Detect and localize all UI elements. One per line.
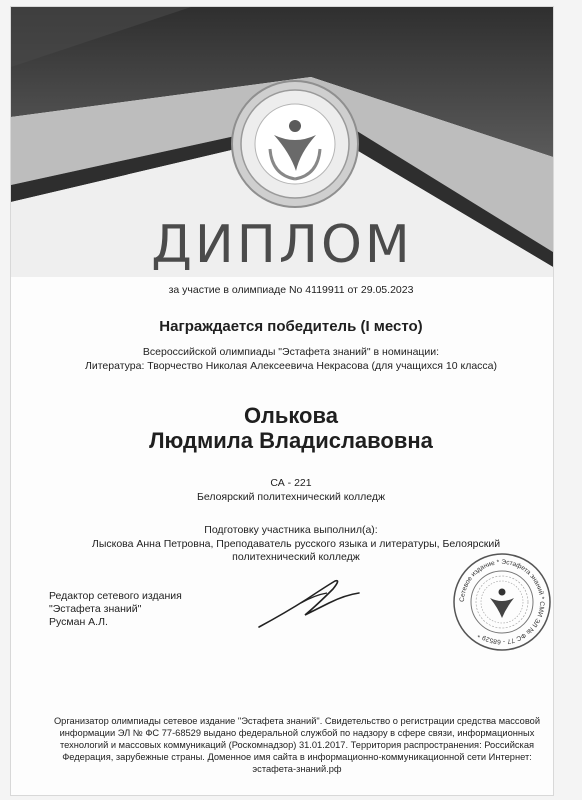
round-stamp-icon bbox=[452, 552, 552, 652]
participation-line: за участие в олимпиаде No 4119911 от 29.05.2023 bbox=[168, 284, 414, 296]
winner-given-names: Людмила Владиславовна bbox=[149, 428, 433, 453]
award-heading: Награждается победитель (I место) bbox=[159, 318, 423, 335]
winner-surname: Олькова bbox=[244, 403, 338, 428]
college-name: Белоярский политехнический колледж bbox=[196, 491, 386, 503]
group-code: СА - 221 bbox=[270, 477, 312, 489]
diploma-title: ДИПЛОМ bbox=[151, 215, 413, 275]
olympiad-line: Всероссийской олимпиады "Эстафета знаний" в номинации: bbox=[142, 346, 440, 358]
editor-line: Редактор сетевого издания bbox=[49, 590, 182, 602]
editor-publication: "Эстафета знаний" bbox=[49, 603, 142, 615]
editor-block bbox=[49, 590, 182, 629]
stamp-ring-text: Сетевое издание * Эстафета знаний * СМИ ЭЛ № ФС 77 - 68529 * bbox=[458, 558, 546, 646]
medal-logo-icon bbox=[230, 79, 360, 209]
prepared-by-text: Лыскова Анна Петровна, Преподаватель русского языка и литературы, Белоярский политехнический колледж bbox=[91, 538, 501, 563]
diploma-sheet bbox=[10, 6, 554, 796]
editor-name: Русман А.Л. bbox=[49, 616, 108, 628]
prepared-by-label: Подготовку участника выполнил(а): bbox=[204, 524, 378, 536]
signature bbox=[255, 573, 365, 633]
organizer-footer: Организатор олимпиады сетевое издание "Эстафета знаний". Свидетельство о регистрации средства массовой информации ЭЛ № ФС 77-68529 выдано федеральной службой по надзору в сфере связи, информационных технологий и массовых коммуникаций (Роскомнадзор) 31.01.2017. Территория распространения: Российская Федерация, зарубежные страны. Доменное имя сайта в информационно-коммуникационной сети Интернет: эстафета-знаний.рф bbox=[53, 716, 541, 774]
nomination-line: Литература: Творчество Николая Алексеевича Некрасова (для учащихся 10 класса) bbox=[84, 360, 497, 372]
